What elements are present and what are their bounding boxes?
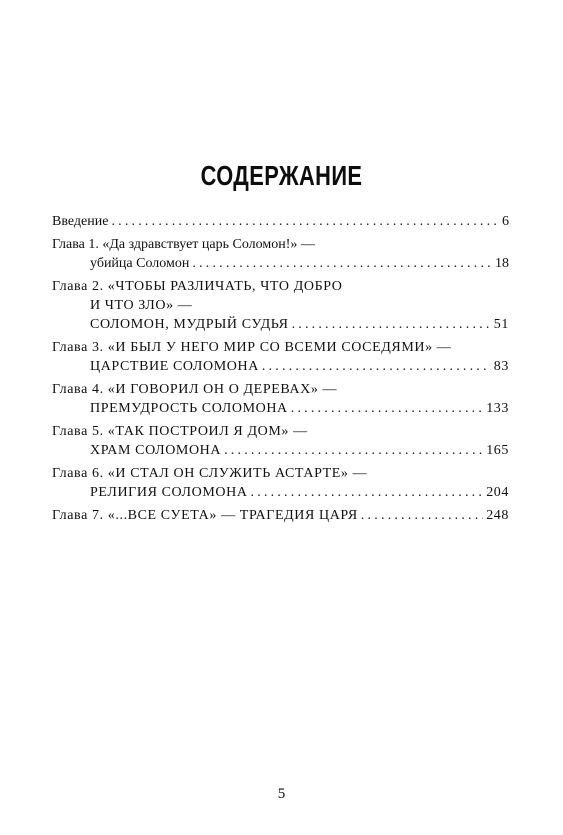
- toc-entry-line: [52, 212, 509, 231]
- toc-entry-chapter-7: [52, 506, 509, 525]
- toc-entry-title: Глава 5. «ТАК ПОСТРОИЛ Я ДОМ» —: [52, 424, 308, 439]
- toc-entry-title: Глава 7. «...ВСЕ СУЕТА» — ТРАГЕДИЯ ЦАРЯ: [52, 508, 358, 523]
- toc-entry-line: [52, 506, 509, 525]
- toc-page-number: 51: [493, 317, 509, 332]
- toc-entry-title: Глава 3. «И БЫЛ У НЕГО МИР СО ВСЕМИ СОСЕДЯМИ» —: [52, 340, 452, 355]
- toc-page-number: 83: [493, 359, 509, 374]
- toc-page-number: 204: [486, 485, 509, 500]
- dot-leader: [292, 315, 491, 334]
- toc-entry-subtitle: РЕЛИГИЯ СОЛОМОНА: [90, 485, 248, 500]
- dot-leader: [262, 357, 491, 376]
- toc-entry-line: [52, 315, 509, 334]
- toc-entry-line: [52, 399, 509, 418]
- toc-entry-chapter-3: [52, 338, 509, 376]
- dot-leader: [111, 212, 499, 231]
- dot-leader: [361, 506, 483, 525]
- toc-entry-title: Глава 1. «Да здравствует царь Соломон!» —: [52, 237, 315, 252]
- toc-entry-line: [52, 441, 509, 460]
- page-title: СОДЕРЖАНИЕ: [200, 160, 363, 191]
- toc-entry-line: [52, 357, 509, 376]
- toc-page-number: 18: [495, 256, 509, 271]
- dot-leader: [224, 441, 483, 460]
- toc-entry-introduction: [52, 212, 509, 231]
- toc-entry-line: [52, 483, 509, 502]
- toc-entry-subtitle: ХРАМ СОЛОМОНА: [90, 443, 222, 458]
- toc-entry-subtitle: ПРЕМУДРОСТЬ СОЛОМОНА: [90, 401, 288, 416]
- toc-entry-title: Глава 2. «ЧТОБЫ РАЗЛИЧАТЬ, ЧТО ДОБРО: [52, 279, 343, 294]
- toc-entry-chapter-6: [52, 464, 509, 502]
- dot-leader: [192, 254, 492, 273]
- toc-entry-subtitle: ЦАРСТВИЕ СОЛОМОНА: [90, 359, 259, 374]
- toc-entry-chapter-5: [52, 422, 509, 460]
- toc-page-number: 6: [502, 214, 509, 229]
- toc-entry-chapter-2: [52, 277, 509, 334]
- toc-page-number: 133: [486, 401, 509, 416]
- toc-entry-title: Глава 4. «И ГОВОРИЛ ОН О ДЕРЕВАХ» —: [52, 382, 338, 397]
- toc-entry-subtitle: убийца Соломон: [90, 256, 190, 271]
- toc-page-number: 248: [486, 508, 509, 523]
- toc-entry-title: Введение: [52, 214, 109, 229]
- toc-entry-line: [52, 254, 509, 273]
- page-number: 5: [277, 786, 286, 802]
- toc-entry-title: Глава 6. «И СТАЛ ОН СЛУЖИТЬ АСТАРТЕ» —: [52, 466, 368, 481]
- toc-entry-title-continued: И ЧТО ЗЛО» —: [90, 298, 193, 313]
- table-of-contents: [52, 212, 509, 529]
- toc-entry-chapter-4: [52, 380, 509, 418]
- dot-leader: [291, 399, 483, 418]
- toc-page-number: 165: [486, 443, 509, 458]
- toc-entry-chapter-1: [52, 235, 509, 273]
- toc-entry-subtitle: СОЛОМОН, МУДРЫЙ СУДЬЯ: [90, 317, 289, 332]
- dot-leader: [251, 483, 484, 502]
